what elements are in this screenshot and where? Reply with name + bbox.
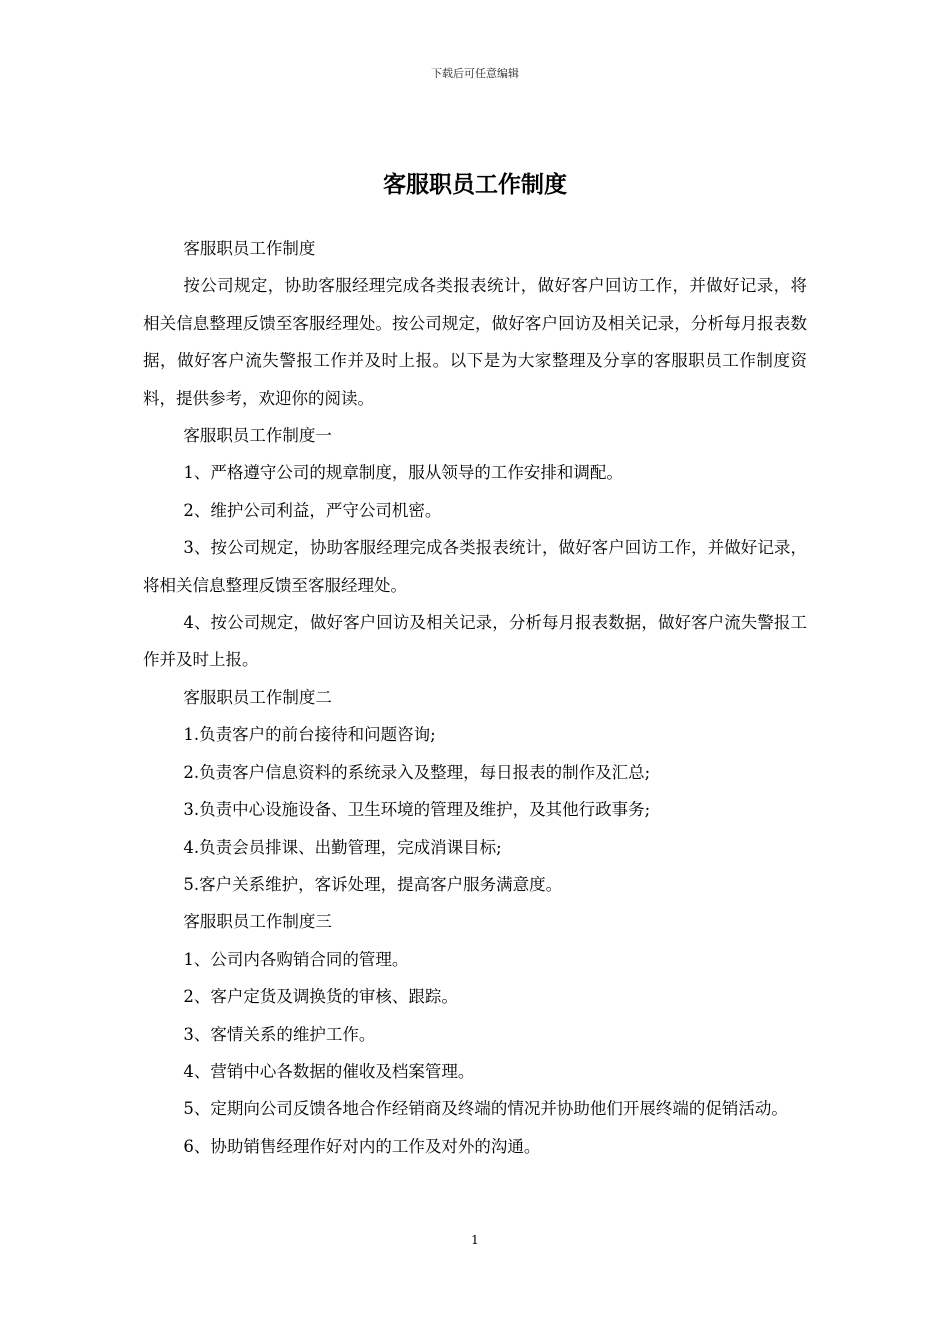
paragraph-intro-heading: 客服职员工作制度	[183, 239, 316, 258]
list-item: 2、维护公司利益，严守公司机密。	[183, 500, 442, 520]
page-number: 1	[471, 1233, 479, 1247]
list-item: 4、营销中心各数据的催收及档案管理。	[183, 1061, 475, 1081]
list-item: 3、客情关系的维护工作。	[183, 1024, 376, 1044]
list-item: 1、严格遵守公司的规章制度，服从领导的工作安排和调配。	[183, 463, 623, 483]
list-item: 3、按公司规定，协助客服经理完成各类报表统计，做好客户回访工作，并做好记录，将相关信息整理反馈至客服经理处。	[143, 538, 807, 595]
list-item: 2、客户定货及调换货的审核、跟踪。	[183, 987, 458, 1007]
header-note: 下载后可任意编辑	[431, 67, 519, 80]
paragraph-intro: 按公司规定，协助客服经理完成各类报表统计，做好客户回访工作，并做好记录，将相关信息整理反馈至客服经理处。按公司规定，做好客户回访及相关记录，分析每月报表数据，做好客户流失警报工作并及时上报。以下是为大家整理及分享的客服职员工作制度资料，提供参考，欢迎你的阅读。	[143, 276, 807, 408]
list-item: 5.客户关系维护，客诉处理，提高客户服务满意度。	[183, 874, 563, 894]
list-item: 3.负责中心设施设备、卫生环境的管理及维护，及其他行政事务;	[183, 800, 651, 820]
list-item: 4.负责会员排课、出勤管理，完成消课目标;	[183, 837, 502, 857]
list-item: 1、公司内各购销合同的管理。	[183, 949, 409, 969]
document-body	[143, 230, 807, 1165]
document-title: 客服职员工作制度	[383, 171, 567, 199]
list-item: 6、协助销售经理作好对内的工作及对外的沟通。	[183, 1136, 541, 1156]
list-item: 1.负责客户的前台接待和问题咨询;	[183, 725, 436, 745]
section-heading-3: 客服职员工作制度三	[183, 912, 332, 932]
section-heading-1: 客服职员工作制度一	[183, 426, 332, 446]
section-heading-2: 客服职员工作制度二	[183, 687, 332, 707]
list-item: 2.负责客户信息资料的系统录入及整理，每日报表的制作及汇总;	[183, 762, 651, 782]
list-item: 5、定期向公司反馈各地合作经销商及终端的情况并协助他们开展终端的促销活动。	[183, 1099, 788, 1119]
list-item: 4、按公司规定，做好客户回访及相关记录，分析每月报表数据，做好客户流失警报工作并及时上报。	[143, 613, 807, 670]
